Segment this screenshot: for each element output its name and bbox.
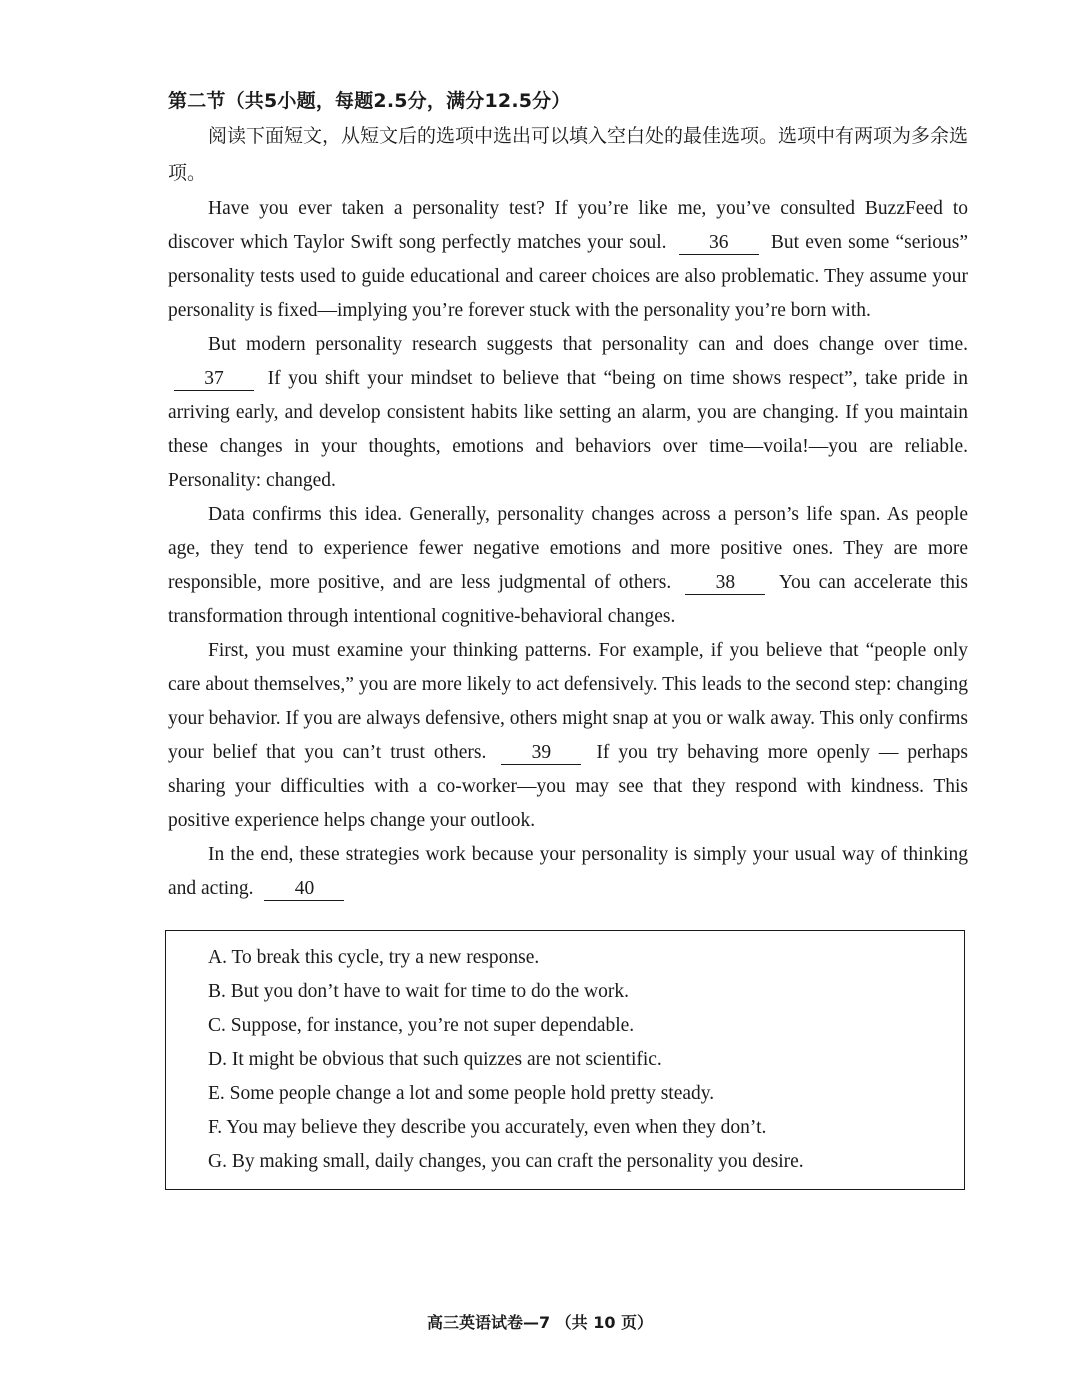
passage-paragraph-1 (168, 192, 968, 328)
paragraph-text: Have you ever taken a personality test? If you’re like me, you’ve consulted BuzzFeed to discover which Taylor Swift song perfectly matches your soul. (168, 198, 968, 253)
option-f: F. You may believe they describe you accurately, even when they don’t. (208, 1117, 767, 1138)
section-instruction: 阅读下面短文，从短文后的选项中选出可以填入空白处的最佳选项。选项中有两项为多余选项。 (168, 125, 969, 184)
blank-39: 39 (501, 742, 581, 765)
option-b: B. But you don’t have to wait for time to do the work. (208, 981, 630, 1002)
section-title: 第二节（共5小题，每题2.5分，满分12.5分） (168, 90, 571, 112)
blank-38: 38 (685, 572, 765, 595)
blank-36: 36 (679, 232, 759, 255)
paragraph-text: If you try behaving more openly — perhaps sharing your difficulties with a co-worker—you may see that they respond with kindness. This positive experience helps change your outlook. (168, 742, 968, 831)
paragraph-text: If you shift your mindset to believe that “being on time shows respect”, take pride in arriving early, and develop consistent habits like setting an alarm, you are changing. If you maintain these changes in your thoughts, emotions and behaviors over time—voila!—you are reliable. Personality: changed. (168, 368, 969, 491)
option-a: A. To break this cycle, try a new response. (208, 947, 540, 968)
passage-paragraph-3 (168, 498, 968, 634)
option-e: E. Some people change a lot and some people hold pretty steady. (208, 1083, 715, 1104)
option-g: G. By making small, daily changes, you can craft the personality you desire. (208, 1151, 804, 1172)
passage-paragraph-5 (168, 838, 968, 906)
option-c: C. Suppose, for instance, you’re not super dependable. (208, 1015, 635, 1036)
option-d: D. It might be obvious that such quizzes are not scientific. (208, 1049, 662, 1070)
paragraph-text: First, you must examine your thinking patterns. For example, if you believe that “people only care about themselves,” you are more likely to act defensively. This leads to the second step: changing your behavior. If you are always defensive, others might snap at you or walk away. This only confirms your belief that you can’t trust others. (168, 640, 968, 763)
paragraph-text: Data confirms this idea. Generally, personality changes across a person’s life span. As people age, they tend to experience fewer negative emotions and more positive ones. They are more responsible, more positive, and are less judgmental of others. (168, 504, 968, 593)
exam-page (168, 84, 968, 906)
paragraph-text: In the end, these strategies work because your personality is simply your usual way of thinking and acting. (168, 844, 968, 899)
paragraph-text: But modern personality research suggests that personality can and does change over time. (208, 334, 968, 355)
blank-37: 37 (174, 368, 254, 391)
options-box (165, 930, 965, 1190)
page-footer: 高三英语试卷—7 （共 10 页） (426, 1313, 654, 1332)
paragraph-text: You can accelerate this transformation through intentional cognitive-behavioral changes. (168, 572, 969, 627)
blank-40: 40 (264, 878, 344, 901)
passage-paragraph-4 (168, 634, 968, 838)
passage-paragraph-2 (168, 328, 968, 498)
paragraph-text: But even some “serious” personality tests used to guide educational and career choices are also problematic. They assume your personality is fixed—implying you’re forever stuck with the personality you’re born with. (168, 232, 969, 321)
